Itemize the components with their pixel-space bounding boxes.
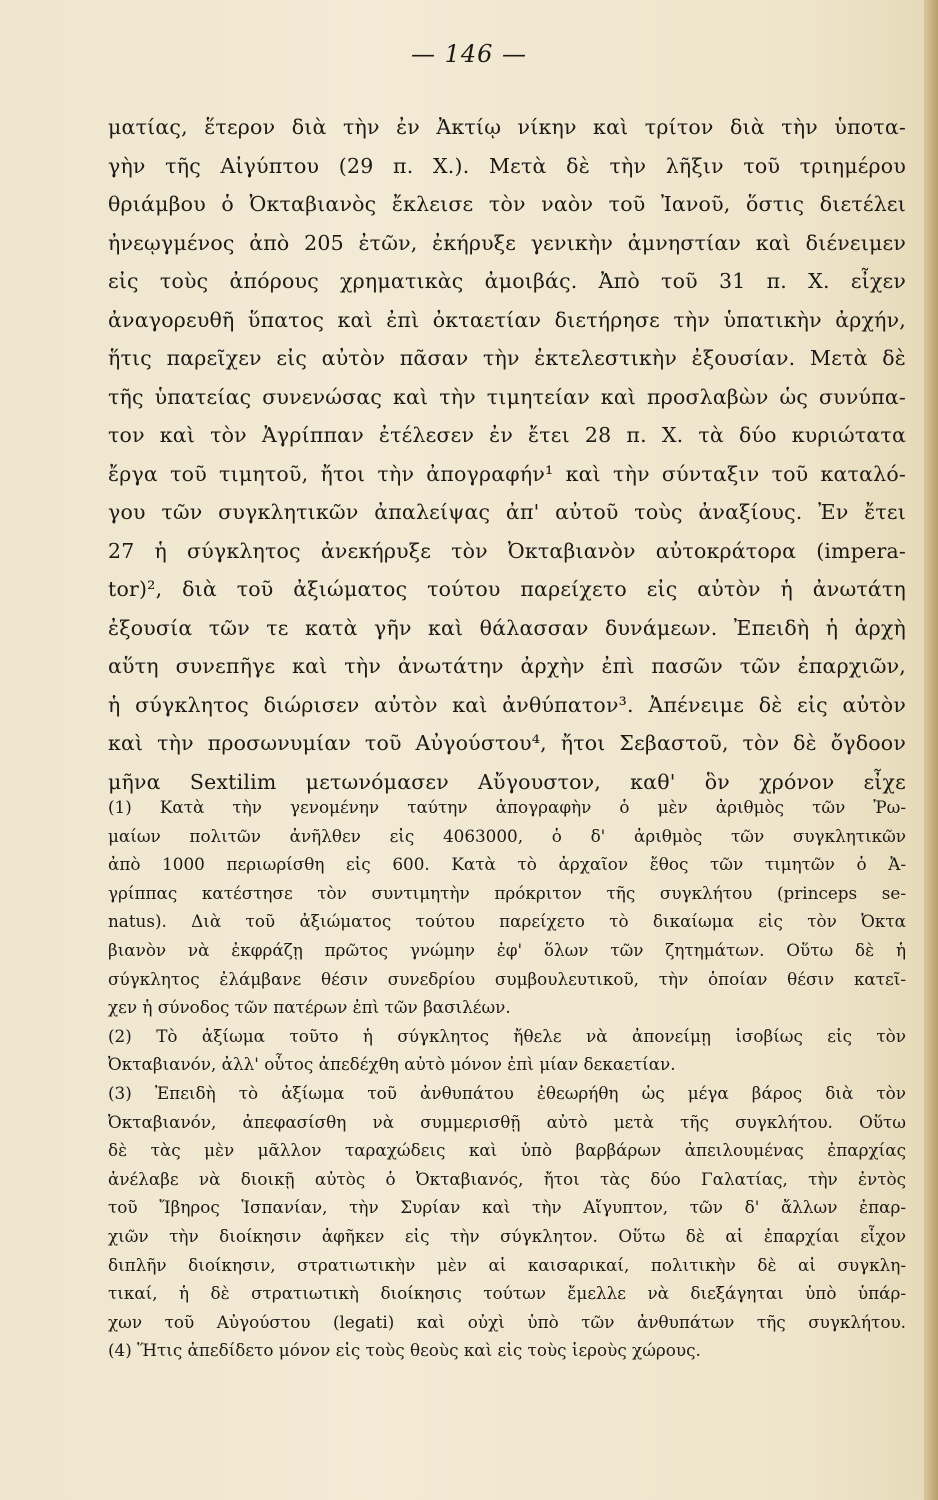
body-line: τον καὶ τὸν Ἀγρίππαν ἐτέλεσεν ἐν ἔτει 28 π. Χ. τὰ δύο κυριώτατα (108, 423, 906, 447)
body-line: ματίας, ἕτερον διὰ τὴν ἐν Ἀκτίῳ νίκην καὶ τρίτον διὰ τὴν ὑποτα- (108, 115, 906, 139)
body-line: μῆνα Sextilim μετωνόμασεν Αὔγουστον, καθ' ὃν χρόνον εἶχε (108, 769, 906, 794)
footnote-line: χεν ἡ σύνοδος τῶν πατέρων ἐπὶ τῶν βασιλέων. (108, 997, 511, 1018)
page-edge (924, 0, 938, 1500)
body-line: tor)², διὰ τοῦ ἀξιώματος τούτου παρείχετο εἰς αὐτὸν ἡ ἀνωτάτη (108, 577, 906, 601)
body-line: γου τῶν συγκλητικῶν ἀπαλείψας ἀπ' αὐτοῦ τοὺς ἀναξίους. Ἐν ἔτει (108, 500, 906, 524)
body-line: τῆς ὑπατείας συνενώσας καὶ τὴν τιμητείαν καὶ προσλαβὼν ὡς συνύπα- (108, 384, 906, 409)
footnote-line: (1) Κατὰ τὴν γενομένην ταύτην ἀπογραφὴν ὁ μὲν ἀριθμὸς τῶν Ῥω- (108, 797, 906, 817)
footnote-separator (108, 775, 906, 776)
body-line: καὶ τὴν προσωνυμίαν τοῦ Αὐγούστου⁴, ἤτοι Σεβαστοῦ, τὸν δὲ ὄγδοον (108, 731, 906, 755)
footnote-line: χιῶν τὴν διοίκησιν ἀφῆκεν εἰς τὴν σύγκλητον. Οὕτω δὲ αἱ ἐπαρχίαι εἶχον (108, 1225, 906, 1246)
body-line: θριάμβου ὁ Ὀκταβιανὸς ἔκλεισε τὸν ναὸν τοῦ Ἰανοῦ, ὅστις διετέλει (108, 192, 906, 216)
body-line: ἔργα τοῦ τιμητοῦ, ἤτοι τὴν ἀπογραφήν¹ καὶ τὴν σύνταξιν τοῦ καταλό- (108, 461, 906, 486)
body-line: εἰς τοὺς ἀπόρους χρηματικὰς ἀμοιβάς. Ἀπὸ τοῦ 31 π. Χ. εἶχεν (108, 269, 906, 293)
body-line: ἥτις παρεῖχεν εἰς αὐτὸν πᾶσαν τὴν ἐκτελεστικὴν ἐξουσίαν. Μετὰ δὲ (108, 346, 906, 370)
body-line: ἐξουσία τῶν τε κατὰ γῆν καὶ θάλασσαν δυνάμεων. Ἐπειδὴ ἡ ἀρχὴ (108, 615, 906, 640)
footnote-line: (4) Ἥτις ἀπεδίδετο μόνον εἰς τοὺς θεοὺς καὶ εἰς τοὺς ἱεροὺς χώρους. (108, 1340, 701, 1361)
footnote-line: Ὀκταβιανόν, ἀλλ' οὗτος ἀπεδέχθη αὐτὸ μόνον ἐπὶ μίαν δεκαετίαν. (108, 1054, 676, 1075)
body-text (108, 108, 906, 801)
body-line: ἀναγορευθῆ ὕπατος καὶ ἐπὶ ὀκταετίαν διετήρησε τὴν ὑπατικὴν ἀρχήν, (108, 307, 906, 332)
footnote-line: χων τοῦ Αὐγούστου (legati) καὶ οὐχὶ ὑπὸ τῶν ἀνθυπάτων τῆς συγκλήτου. (108, 1311, 906, 1332)
footnote-line: δὲ τὰς μὲν μᾶλλον ταραχώδεις καὶ ὑπὸ βαρβάρων ἀπειλουμένας ἐπαρχίας (108, 1140, 906, 1161)
footnote-line: γρίππας κατέστησε τὸν συντιμητὴν πρόκριτον τῆς συγκλήτου (princeps se- (108, 882, 906, 903)
footnote-line: ἀνέλαβε νὰ διοικῇ αὐτὸς ὁ Ὀκταβιανός, ἤτοι τὰς δύο Γαλατίας, τὴν ἐντὸς (108, 1168, 906, 1189)
footnote-line: natus). Διὰ τοῦ ἀξιώματος τούτου παρείχετο τὸ δικαίωμα εἰς τὸν Ὀκτα (108, 911, 906, 932)
footnote-line: τικαί, ἡ δὲ στρατιωτικὴ διοίκησις τούτων ἔμελλε νὰ διεξάγηται ὑπὸ ὑπάρ- (108, 1283, 906, 1304)
body-line: αὕτη συνεπῆγε καὶ τὴν ἀνωτάτην ἀρχὴν ἐπὶ πασῶν τῶν ἐπαρχιῶν, (108, 654, 906, 678)
footnote-line: διπλῆν διοίκησιν, στρατιωτικὴν μὲν αἱ καισαρικαί, πολιτικὴν δὲ αἱ συγκλη- (108, 1254, 906, 1275)
body-line: ἠνεῳγμένος ἀπὸ 205 ἐτῶν, ἐκήρυξε γενικὴν ἀμνηστίαν καὶ διένειμεν (108, 230, 906, 255)
footnote-line: (2) Τὸ ἀξίωμα τοῦτο ἡ σύγκλητος ἤθελε νὰ ἀπονείμῃ ἰσοβίως εἰς τὸν (108, 1025, 906, 1046)
page-number: — 146 — (410, 40, 528, 68)
body-line: γὴν τῆς Αἰγύπτου (29 π. Χ.). Μετὰ δὲ τὴν λῆξιν τοῦ τριημέρου (108, 153, 906, 178)
footnote-line: μαίων πολιτῶν ἀνῆλθεν εἰς 4063000, ὁ δ' ἀριθμὸς τῶν συγκλητικῶν (108, 825, 906, 846)
footnote-line: βιανὸν νὰ ἐκφράζῃ πρῶτος γνώμην ἐφ' ὅλων τῶν ζητημάτων. Οὕτω δὲ ἡ (108, 939, 906, 960)
footnote-line: ἀπὸ 1000 περιωρίσθη εἰς 600. Κατὰ τὸ ἀρχαῖον ἔθος τῶν τιμητῶν ὁ Ἀ- (108, 854, 906, 875)
footnote-line: σύγκλητος ἐλάμβανε θέσιν συνεδρίου συμβουλευτικοῦ, τὴν ὁποίαν θέσιν κατεῖ- (108, 968, 906, 989)
body-line: ἡ σύγκλητος διώρισεν αὐτὸν καὶ ἀνθύπατον³. Ἀπένειμε δὲ εἰς αὐτὸν (108, 692, 906, 717)
body-line: 27 ἡ σύγκλητος ἀνεκήρυξε τὸν Ὀκταβιανὸν αὐτοκράτορα (impera- (108, 538, 906, 563)
footnote-line: (3) Ἐπειδὴ τὸ ἀξίωμα τοῦ ἀνθυπάτου ἐθεωρήθη ὡς μέγα βάρος διὰ τὸν (108, 1082, 906, 1103)
footnotes (108, 793, 906, 1365)
footnote-line: τοῦ Ἴβηρος Ἱσπανίαν, τὴν Συρίαν καὶ τὴν Αἴγυπτον, τῶν δ' ἄλλων ἐπαρ- (108, 1197, 906, 1218)
footnote-line: Ὀκταβιανόν, ἀπεφασίσθη νὰ συμμερισθῇ αὐτὸ μετὰ τῆς συγκλήτου. Οὕτω (108, 1111, 906, 1132)
